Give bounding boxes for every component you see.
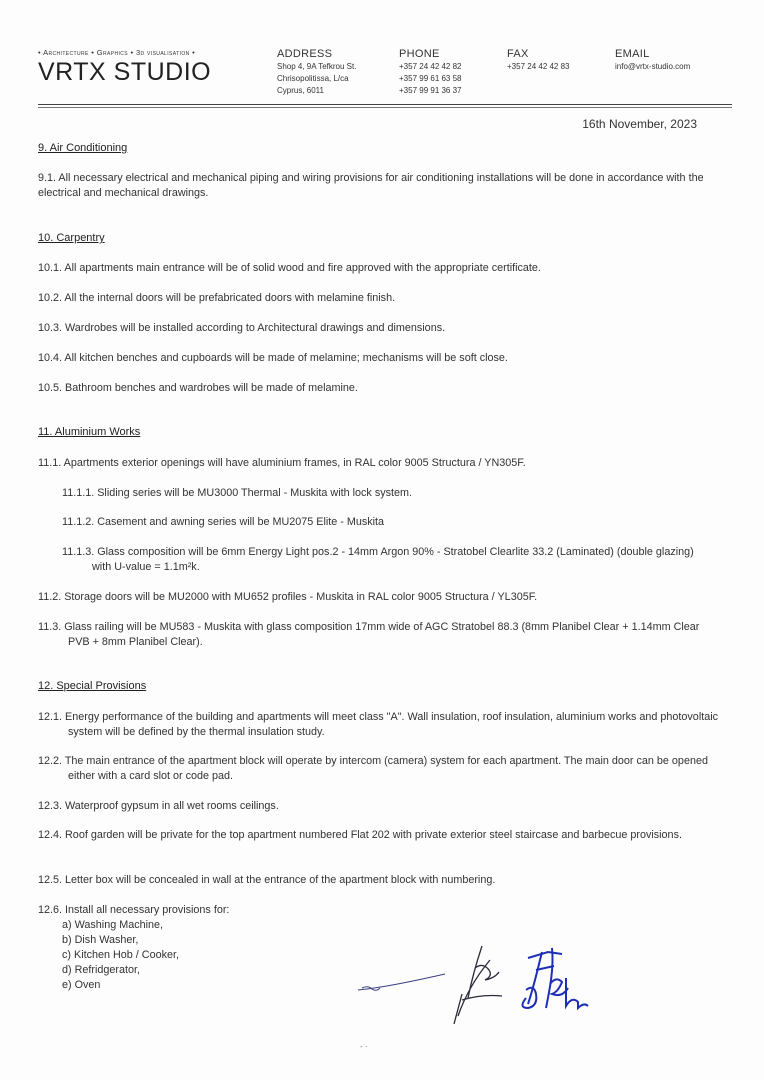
phone-line: +357 99 91 36 37 <box>399 86 462 95</box>
list-item: c) Kitchen Hob / Cooker, <box>62 949 180 961</box>
clause-11-3: 11.3. Glass railing will be MU583 - Muskita with glass composition 17mm wide of AGC Stratobel 88.3 (8mm Planibel Clear + 1.14mm Clear PVB + 8mm Planibel Clear). <box>38 621 700 648</box>
clause-11-1-1: 11.1.1. Sliding series will be MU3000 Thermal - Muskita with lock system. <box>62 487 413 499</box>
clause-12-6: 12.6. Install all necessary provisions for: <box>38 904 230 916</box>
page-mark: - · <box>360 1042 368 1051</box>
phone-block <box>399 48 462 97</box>
studio-tagline: • Architecture • Graphics • 3d visualisation • <box>38 48 196 57</box>
fax-label: FAX <box>507 48 529 60</box>
address-block <box>277 48 356 97</box>
clause-10-5: 10.5. Bathroom benches and wardrobes will be made of melamine. <box>38 382 358 394</box>
clause-12-3: 12.3. Waterproof gypsum in all wet rooms ceilings. <box>38 800 279 812</box>
list-item: a) Washing Machine, <box>62 919 164 931</box>
phone-label: PHONE <box>399 48 440 60</box>
section-title-special-provisions: 12. Special Provisions <box>38 680 147 692</box>
list-item: d) Refridgerator, <box>62 964 141 976</box>
clause-12-2: 12.2. The main entrance of the apartment block will operate by intercom (camera) system for each apartment. The main door can be opened either with a card slot or code pad. <box>38 755 708 782</box>
signature-black <box>454 946 502 1024</box>
clause-11-2: 11.2. Storage doors will be MU2000 with MU652 profiles - Muskita in RAL color 9005 Structura / YL305F. <box>38 591 538 603</box>
email-label: EMAIL <box>615 48 650 60</box>
provisions-list <box>38 918 179 993</box>
studio-logo-text: VRTX STUDIO <box>38 58 212 86</box>
email-line: info@vrtx-studio.com <box>615 62 691 71</box>
signature-blue <box>522 948 588 1008</box>
section-title-carpentry: 10. Carpentry <box>38 232 105 244</box>
list-item: b) Dish Washer, <box>62 934 139 946</box>
clause-11-1: 11.1. Apartments exterior openings will have aluminium frames, in RAL color 9005 Structura / YN305F. <box>38 457 526 469</box>
clause-12-5: 12.5. Letter box will be concealed in wall at the entrance of the apartment block with numbering. <box>38 874 496 886</box>
address-line: Shop 4, 9A Tefkrou St. <box>277 62 357 71</box>
phone-line: +357 24 42 42 82 <box>399 62 462 71</box>
phone-line: +357 99 61 63 58 <box>399 74 462 83</box>
clause-10-4: 10.4. All kitchen benches and cupboards will be made of melamine; mechanisms will be soft close. <box>38 352 508 364</box>
list-item: e) Oven <box>62 979 101 991</box>
document-date: 16th November, 2023 <box>582 117 697 131</box>
address-line: Chrisopolitissa, L/ca <box>277 74 349 83</box>
clause-10-2: 10.2. All the internal doors will be prefabricated doors with melamine finish. <box>38 292 396 304</box>
signature-initial-line <box>358 974 445 990</box>
signatures <box>350 938 620 1028</box>
clause-11-1-2: 11.1.2. Casement and awning series will be MU2075 Elite - Muskita <box>62 516 385 528</box>
section-title-aluminium-works: 11. Aluminium Works <box>38 426 141 438</box>
section-title-air-conditioning: 9. Air Conditioning <box>38 142 128 154</box>
clause-12-4: 12.4. Roof garden will be private for the top apartment numbered Flat 202 with private exterior steel staircase and barbecue provisions. <box>38 829 682 841</box>
clause-10-1: 10.1. All apartments main entrance will be of solid wood and fire approved with the appropriate certificate. <box>38 262 541 274</box>
fax-block <box>507 48 570 73</box>
header-divider <box>38 104 732 105</box>
clause-10-3: 10.3. Wardrobes will be installed according to Architectural drawings and dimensions. <box>38 322 446 334</box>
fax-line: +357 24 42 42 83 <box>507 62 570 71</box>
email-block <box>615 48 690 73</box>
clause-9-1: 9.1. All necessary electrical and mechanical piping and wiring provisions for air conditioning installations will be done in accordance with the electrical and mechanical drawings. <box>38 172 704 199</box>
address-line: Cyprus, 6011 <box>277 86 324 95</box>
clause-11-1-3: 11.1.3. Glass composition will be 6mm Energy Light pos.2 - 14mm Argon 90% - Stratobel Clearlite 33.2 (Laminated) (double glazing) with U-value = 1.1m²k. <box>62 546 694 573</box>
header-divider-thin <box>38 107 732 108</box>
address-label: ADDRESS <box>277 48 333 60</box>
clause-12-1: 12.1. Energy performance of the building and apartments will meet class "A". Wall insulation, roof insulation, aluminium works and photovoltaic system will be defined by the thermal insulation study. <box>38 711 719 738</box>
